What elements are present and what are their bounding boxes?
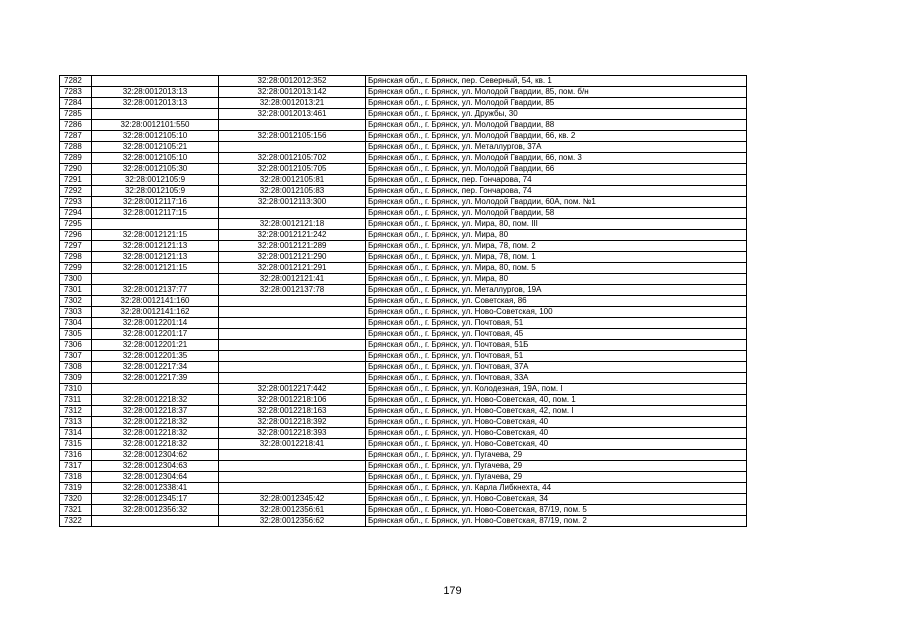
- object-cadastral-number-cell: [219, 351, 366, 362]
- address-cell: Брянская обл., г. Брянск, ул. Молодой Гвардии, 66: [366, 164, 747, 175]
- object-cadastral-number-cell: [219, 340, 366, 351]
- row-number-cell: 7310: [60, 384, 92, 395]
- object-cadastral-number-cell: 32:28:0012218:163: [219, 406, 366, 417]
- cadastral-number-cell: 32:28:0012304:64: [92, 472, 219, 483]
- table-row: [60, 285, 747, 296]
- object-cadastral-number-cell: 32:28:0012013:461: [219, 109, 366, 120]
- address-cell: Брянская обл., г. Брянск, ул. Карла Либкнехта, 44: [366, 483, 747, 494]
- address-cell: Брянская обл., г. Брянск, ул. Мира, 78, пом. 1: [366, 252, 747, 263]
- cadastral-number-cell: 32:28:0012338:41: [92, 483, 219, 494]
- object-cadastral-number-cell: [219, 373, 366, 384]
- cadastral-number-cell: 32:28:0012117:15: [92, 208, 219, 219]
- row-number-cell: 7301: [60, 285, 92, 296]
- row-number-cell: 7304: [60, 318, 92, 329]
- row-number-cell: 7291: [60, 175, 92, 186]
- registry-table-body: [60, 76, 747, 527]
- object-cadastral-number-cell: 32:28:0012121:290: [219, 252, 366, 263]
- address-cell: Брянская обл., г. Брянск, ул. Дружбы, 30: [366, 109, 747, 120]
- object-cadastral-number-cell: 32:28:0012218:392: [219, 417, 366, 428]
- row-number-cell: 7285: [60, 109, 92, 120]
- table-row: [60, 439, 747, 450]
- row-number-cell: 7295: [60, 219, 92, 230]
- object-cadastral-number-cell: [219, 318, 366, 329]
- row-number-cell: 7318: [60, 472, 92, 483]
- table-row: [60, 472, 747, 483]
- table-row: [60, 362, 747, 373]
- cadastral-number-cell: 32:28:0012304:62: [92, 450, 219, 461]
- cadastral-number-cell: 32:28:0012105:9: [92, 186, 219, 197]
- table-row: [60, 384, 747, 395]
- cadastral-number-cell: 32:28:0012121:13: [92, 252, 219, 263]
- address-cell: Брянская обл., г. Брянск, ул. Ново-Советская, 40: [366, 417, 747, 428]
- address-cell: Брянская обл., г. Брянск, пер. Северный, 54, кв. 1: [366, 76, 747, 87]
- row-number-cell: 7286: [60, 120, 92, 131]
- address-cell: Брянская обл., г. Брянск, ул. Пугачева, 29: [366, 450, 747, 461]
- row-number-cell: 7319: [60, 483, 92, 494]
- address-cell: Брянская обл., г. Брянск, ул. Ново-Советская, 100: [366, 307, 747, 318]
- address-cell: Брянская обл., г. Брянск, ул. Молодой Гвардии, 85: [366, 98, 747, 109]
- object-cadastral-number-cell: 32:28:0012121:242: [219, 230, 366, 241]
- cadastral-number-cell: 32:28:0012201:21: [92, 340, 219, 351]
- table-row: [60, 87, 747, 98]
- object-cadastral-number-cell: 32:28:0012356:61: [219, 505, 366, 516]
- row-number-cell: 7297: [60, 241, 92, 252]
- address-cell: Брянская обл., г. Брянск, ул. Ново-Советская, 87/19, пом. 5: [366, 505, 747, 516]
- object-cadastral-number-cell: 32:28:0012121:18: [219, 219, 366, 230]
- table-row: [60, 219, 747, 230]
- address-cell: Брянская обл., г. Брянск, ул. Молодой Гвардии, 66, пом. 3: [366, 153, 747, 164]
- object-cadastral-number-cell: 32:28:0012105:81: [219, 175, 366, 186]
- address-cell: Брянская обл., г. Брянск, ул. Почтовая, 37А: [366, 362, 747, 373]
- row-number-cell: 7283: [60, 87, 92, 98]
- cadastral-number-cell: 32:28:0012356:32: [92, 505, 219, 516]
- row-number-cell: 7287: [60, 131, 92, 142]
- address-cell: Брянская обл., г. Брянск, ул. Молодой Гвардии, 58: [366, 208, 747, 219]
- object-cadastral-number-cell: [219, 120, 366, 131]
- object-cadastral-number-cell: [219, 307, 366, 318]
- table-row: [60, 483, 747, 494]
- object-cadastral-number-cell: 32:28:0012105:705: [219, 164, 366, 175]
- object-cadastral-number-cell: 32:28:0012013:142: [219, 87, 366, 98]
- address-cell: Брянская обл., г. Брянск, ул. Мира, 80, пом. 5: [366, 263, 747, 274]
- table-row: [60, 274, 747, 285]
- cadastral-number-cell: [92, 109, 219, 120]
- table-row: [60, 109, 747, 120]
- row-number-cell: 7284: [60, 98, 92, 109]
- address-cell: Брянская обл., г. Брянск, ул. Мира, 80: [366, 274, 747, 285]
- cadastral-number-cell: 32:28:0012101:550: [92, 120, 219, 131]
- table-row: [60, 296, 747, 307]
- table-row: [60, 406, 747, 417]
- row-number-cell: 7316: [60, 450, 92, 461]
- cadastral-number-cell: 32:28:0012105:30: [92, 164, 219, 175]
- object-cadastral-number-cell: [219, 362, 366, 373]
- address-cell: Брянская обл., г. Брянск, ул. Ново-Советская, 34: [366, 494, 747, 505]
- table-row: [60, 131, 747, 142]
- object-cadastral-number-cell: 32:28:0012217:442: [219, 384, 366, 395]
- object-cadastral-number-cell: 32:28:0012105:702: [219, 153, 366, 164]
- row-number-cell: 7282: [60, 76, 92, 87]
- address-cell: Брянская обл., г. Брянск, ул. Молодой Гвардии, 66, кв. 2: [366, 131, 747, 142]
- object-cadastral-number-cell: [219, 483, 366, 494]
- table-row: [60, 461, 747, 472]
- cadastral-number-cell: 32:28:0012218:32: [92, 417, 219, 428]
- table-row: [60, 230, 747, 241]
- address-cell: Брянская обл., г. Брянск, ул. Почтовая, 33А: [366, 373, 747, 384]
- cadastral-number-cell: 32:28:0012218:32: [92, 395, 219, 406]
- cadastral-number-cell: 32:28:0012218:37: [92, 406, 219, 417]
- table-row: [60, 318, 747, 329]
- page-number: 179: [443, 585, 462, 597]
- row-number-cell: 7290: [60, 164, 92, 175]
- address-cell: Брянская обл., г. Брянск, ул. Ново-Советская, 40: [366, 439, 747, 450]
- object-cadastral-number-cell: 32:28:0012218:41: [219, 439, 366, 450]
- cadastral-number-cell: 32:28:0012137:77: [92, 285, 219, 296]
- object-cadastral-number-cell: [219, 472, 366, 483]
- table-row: [60, 417, 747, 428]
- address-cell: Брянская обл., г. Брянск, ул. Пугачева, 29: [366, 472, 747, 483]
- address-cell: Брянская обл., г. Брянск, ул. Советская, 86: [366, 296, 747, 307]
- cadastral-number-cell: [92, 219, 219, 230]
- address-cell: Брянская обл., г. Брянск, ул. Колодезная, 19А, пом. I: [366, 384, 747, 395]
- row-number-cell: 7306: [60, 340, 92, 351]
- row-number-cell: 7293: [60, 197, 92, 208]
- object-cadastral-number-cell: 32:28:0012113:300: [219, 197, 366, 208]
- row-number-cell: 7299: [60, 263, 92, 274]
- cadastral-number-cell: 32:28:0012218:32: [92, 428, 219, 439]
- address-cell: Брянская обл., г. Брянск, ул. Ново-Советская, 87/19, пом. 2: [366, 516, 747, 527]
- object-cadastral-number-cell: 32:28:0012345:42: [219, 494, 366, 505]
- table-row: [60, 263, 747, 274]
- object-cadastral-number-cell: [219, 329, 366, 340]
- cadastral-number-cell: 32:28:0012141:160: [92, 296, 219, 307]
- object-cadastral-number-cell: 32:28:0012012:352: [219, 76, 366, 87]
- row-number-cell: 7311: [60, 395, 92, 406]
- address-cell: Брянская обл., г. Брянск, ул. Почтовая, 51: [366, 351, 747, 362]
- cadastral-number-cell: 32:28:0012105:10: [92, 131, 219, 142]
- row-number-cell: 7315: [60, 439, 92, 450]
- cadastral-number-cell: 32:28:0012105:9: [92, 175, 219, 186]
- row-number-cell: 7307: [60, 351, 92, 362]
- object-cadastral-number-cell: 32:28:0012121:41: [219, 274, 366, 285]
- object-cadastral-number-cell: 32:28:0012121:291: [219, 263, 366, 274]
- address-cell: Брянская обл., г. Брянск, ул. Ново-Советская, 40, пом. 1: [366, 395, 747, 406]
- row-number-cell: 7320: [60, 494, 92, 505]
- table-row: [60, 197, 747, 208]
- cadastral-number-cell: 32:28:0012217:39: [92, 373, 219, 384]
- row-number-cell: 7302: [60, 296, 92, 307]
- object-cadastral-number-cell: 32:28:0012356:62: [219, 516, 366, 527]
- cadastral-number-cell: 32:28:0012105:10: [92, 153, 219, 164]
- object-cadastral-number-cell: 32:28:0012218:393: [219, 428, 366, 439]
- cadastral-number-cell: 32:28:0012217:34: [92, 362, 219, 373]
- cadastral-number-cell: [92, 384, 219, 395]
- object-cadastral-number-cell: 32:28:0012105:83: [219, 186, 366, 197]
- row-number-cell: 7289: [60, 153, 92, 164]
- object-cadastral-number-cell: [219, 461, 366, 472]
- address-cell: Брянская обл., г. Брянск, ул. Молодой Гвардии, 60А, пом. №1: [366, 197, 747, 208]
- address-cell: Брянская обл., г. Брянск, ул. Почтовая, 51: [366, 318, 747, 329]
- table-row: [60, 494, 747, 505]
- row-number-cell: 7314: [60, 428, 92, 439]
- cadastral-number-cell: 32:28:0012013:13: [92, 98, 219, 109]
- cadastral-number-cell: [92, 274, 219, 285]
- object-cadastral-number-cell: [219, 142, 366, 153]
- row-number-cell: 7322: [60, 516, 92, 527]
- table-row: [60, 98, 747, 109]
- address-cell: Брянская обл., г. Брянск, ул. Металлургов, 37А: [366, 142, 747, 153]
- cadastral-number-cell: 32:28:0012201:17: [92, 329, 219, 340]
- object-cadastral-number-cell: 32:28:0012013:21: [219, 98, 366, 109]
- object-cadastral-number-cell: [219, 208, 366, 219]
- table-row: [60, 373, 747, 384]
- cadastral-number-cell: 32:28:0012121:15: [92, 230, 219, 241]
- address-cell: Брянская обл., г. Брянск, ул. Молодой Гвардии, 85, пом. б/н: [366, 87, 747, 98]
- address-cell: Брянская обл., г. Брянск, ул. Мира, 80, пом. III: [366, 219, 747, 230]
- cadastral-number-cell: 32:28:0012345:17: [92, 494, 219, 505]
- object-cadastral-number-cell: [219, 296, 366, 307]
- table-row: [60, 252, 747, 263]
- row-number-cell: 7294: [60, 208, 92, 219]
- cadastral-number-cell: [92, 76, 219, 87]
- cadastral-number-cell: 32:28:0012117:16: [92, 197, 219, 208]
- row-number-cell: 7300: [60, 274, 92, 285]
- table-row: [60, 241, 747, 252]
- row-number-cell: 7305: [60, 329, 92, 340]
- cadastral-number-cell: 32:28:0012013:13: [92, 87, 219, 98]
- address-cell: Брянская обл., г. Брянск, ул. Ново-Советская, 40: [366, 428, 747, 439]
- address-cell: Брянская обл., г. Брянск, ул. Молодой Гвардии, 88: [366, 120, 747, 131]
- row-number-cell: 7321: [60, 505, 92, 516]
- address-cell: Брянская обл., г. Брянск, ул. Почтовая, 45: [366, 329, 747, 340]
- table-row: [60, 120, 747, 131]
- row-number-cell: 7292: [60, 186, 92, 197]
- cadastral-number-cell: 32:28:0012201:35: [92, 351, 219, 362]
- table-row: [60, 428, 747, 439]
- table-row: [60, 153, 747, 164]
- cadastral-number-cell: 32:28:0012304:63: [92, 461, 219, 472]
- address-cell: Брянская обл., г. Брянск, пер. Гончарова, 74: [366, 175, 747, 186]
- cadastral-number-cell: 32:28:0012121:13: [92, 241, 219, 252]
- table-row: [60, 186, 747, 197]
- address-cell: Брянская обл., г. Брянск, ул. Металлургов, 19А: [366, 285, 747, 296]
- row-number-cell: 7296: [60, 230, 92, 241]
- table-row: [60, 142, 747, 153]
- cadastral-number-cell: [92, 516, 219, 527]
- table-row: [60, 516, 747, 527]
- address-cell: Брянская обл., г. Брянск, ул. Ново-Советская, 42, пом. I: [366, 406, 747, 417]
- object-cadastral-number-cell: 32:28:0012218:106: [219, 395, 366, 406]
- row-number-cell: 7317: [60, 461, 92, 472]
- row-number-cell: 7288: [60, 142, 92, 153]
- address-cell: Брянская обл., г. Брянск, ул. Мира, 80: [366, 230, 747, 241]
- table-row: [60, 505, 747, 516]
- address-cell: Брянская обл., г. Брянск, ул. Мира, 78, пом. 2: [366, 241, 747, 252]
- cadastral-number-cell: 32:28:0012141:162: [92, 307, 219, 318]
- address-cell: Брянская обл., г. Брянск, пер. Гончарова, 74: [366, 186, 747, 197]
- object-cadastral-number-cell: [219, 450, 366, 461]
- table-row: [60, 175, 747, 186]
- address-cell: Брянская обл., г. Брянск, ул. Почтовая, 51Б: [366, 340, 747, 351]
- registry-table: [59, 75, 747, 527]
- table-row: [60, 395, 747, 406]
- table-row: [60, 76, 747, 87]
- row-number-cell: 7308: [60, 362, 92, 373]
- table-row: [60, 164, 747, 175]
- cadastral-number-cell: 32:28:0012105:21: [92, 142, 219, 153]
- object-cadastral-number-cell: 32:28:0012137:78: [219, 285, 366, 296]
- object-cadastral-number-cell: 32:28:0012121:289: [219, 241, 366, 252]
- row-number-cell: 7303: [60, 307, 92, 318]
- row-number-cell: 7312: [60, 406, 92, 417]
- table-row: [60, 329, 747, 340]
- address-cell: Брянская обл., г. Брянск, ул. Пугачева, 29: [366, 461, 747, 472]
- row-number-cell: 7309: [60, 373, 92, 384]
- cadastral-number-cell: 32:28:0012201:14: [92, 318, 219, 329]
- object-cadastral-number-cell: 32:28:0012105:156: [219, 131, 366, 142]
- table-row: [60, 450, 747, 461]
- cadastral-number-cell: 32:28:0012218:32: [92, 439, 219, 450]
- cadastral-number-cell: 32:28:0012121:15: [92, 263, 219, 274]
- row-number-cell: 7298: [60, 252, 92, 263]
- table-row: [60, 340, 747, 351]
- row-number-cell: 7313: [60, 417, 92, 428]
- table-row: [60, 208, 747, 219]
- table-row: [60, 351, 747, 362]
- table-row: [60, 307, 747, 318]
